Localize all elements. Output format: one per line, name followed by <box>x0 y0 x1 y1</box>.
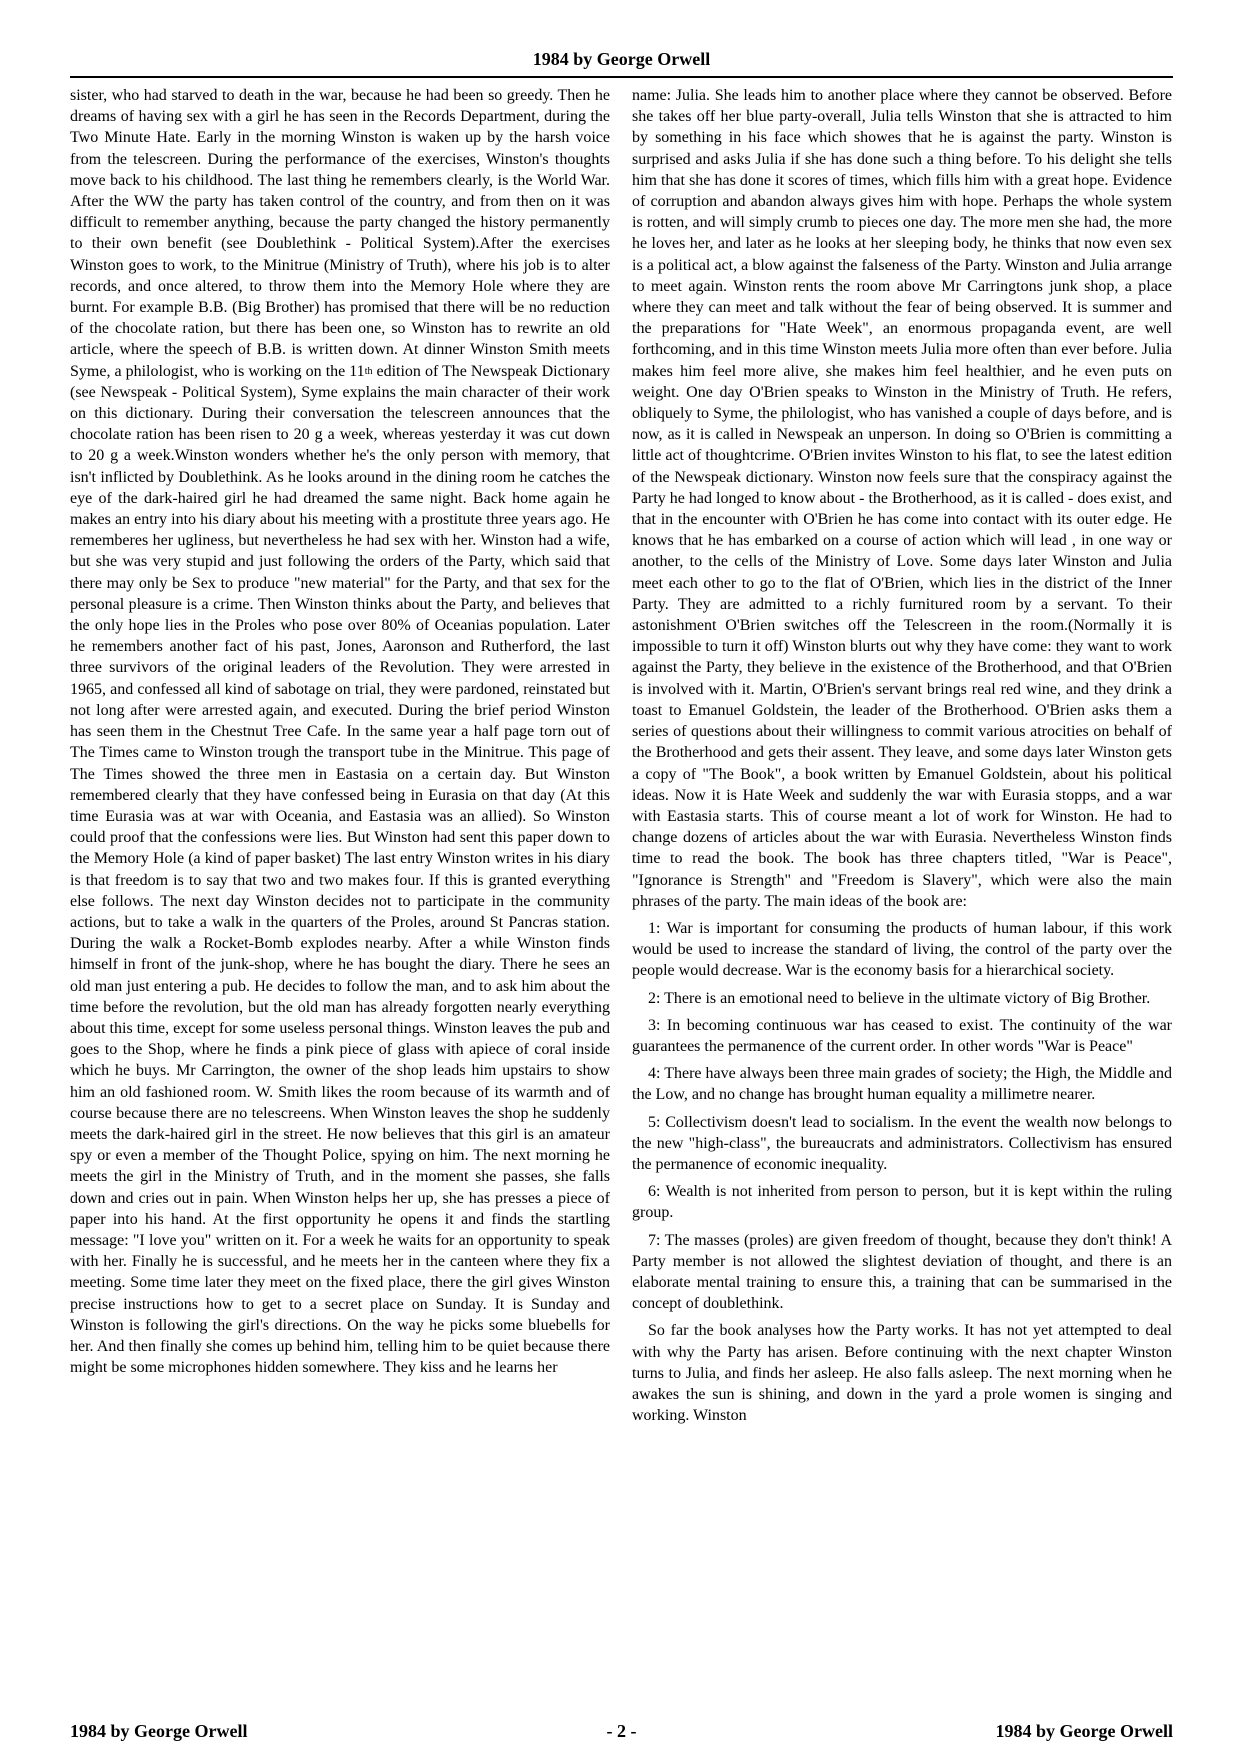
book-idea-6: 6: Wealth is not inherited from person to person, but it is kept within the ruling group. <box>632 1183 1172 1222</box>
page-number: - 2 - <box>606 1721 637 1741</box>
page-header: 1984 by George Orwell <box>532 49 711 69</box>
left-paragraph <box>70 85 610 1378</box>
book-idea-4: 4: There have always been three main grades of society; the High, the Middle and the Low, and no change has brought human equality a millimetre nearer. <box>632 1065 1172 1104</box>
page-footer <box>70 1720 1173 1742</box>
header-rule <box>70 76 1173 78</box>
book-idea-5: 5: Collectivism doesn't lead to socialism. In the event the wealth now belongs to the new "high-class", the bureaucrats and administrators. Collectivism has ensured the permanence of economic inequality. <box>632 1113 1172 1173</box>
book-idea-1: 1: War is important for consuming the products of human labour, if this work would be used to increase the standard of living, the control of the party over the people would decrease. War is the economy basis for a hierarchical society. <box>632 919 1172 980</box>
book-idea-2: 2: There is an emotional need to believe in the ultimate victory of Big Brother. <box>648 989 1151 1007</box>
closing-paragraph: So far the book analyses how the Party works. It has not yet attempted to deal with why the Party has arisen. Before continuing with the next chapter Winston turns to Julia, and finds her asleep. He also falls asleep. The next morning when he awakes the sun is shining, and down in the yard a prole women is singing and working. Winston <box>632 1322 1172 1425</box>
right-paragraph: name: Julia. She leads him to another place where they cannot be observed. Before she takes off her blue party-overall, Julia tells Winston that she is attracted to him by something in his face which showes that he is against the party. Winston is surprised and asks Julia if she has done such a thing before. To his delight she tells him that she has done it scores of times, which fills him with a great hope. Evidence of corruption and abandon always gives him with hope. Perhaps the whole system is rotten, and will simply crumb to pieces one day. The more men she had, the more he loves her, and later as he looks at her sleeping body, he thinks that now even sex is a political act, a blow against the falseness of the Party. Winston and Julia arrange to meet again. Winston rents the room above Mr Carringtons junk shop, a place where they can meet and talk without the fear of being observed. It is summer and the preparations for "Hate Week", an enormous propaganda event, are well forthcoming, and in this time Winston meets Julia more often than ever before. Julia makes him feel more alive, she makes him feel healthier, and he even puts on weight. One day O'Brien speaks to Winston in the Ministry of Truth. He refers, obliquely to Syme, the philologist, who has vanished a couple of days before, and is now, as it is called in Newspeak an unperson. In doing so O'Brien is committing a little act of thoughtcrime. O'Brien invites Winston to his flat, to see the latest edition of the Newspeak dictionary. Winston now feels sure that the conspiracy against the Party he had longed to know about - the Brotherhood, as it is called - does exist, and that in the encounter with O'Brien he has come into contact with its outer edge. He knows that he has embarked on a course of action which will lead , in one way or another, to the cells of the Ministry of Love. Some days later Winston and Julia meet each other to go to the flat of O'Brien, which lies in the district of the Inner Party. They are admitted to a richly furnitured room by a servant. To their astonishment O'Brien switches off the Telescreen in the room.(Normally it is impossible to turn it off) Winston blurts out why they have come: they want to work against the Party, they believe in the existence of the Brotherhood, and that O'Brien is involved with it. Martin, O'Brien's servant brings real red wine, and they drink a toast to Emanuel Goldstein, the leader of the Brotherhood. O'Brien asks them a series of questions about their willingness to commit various atrocities on behalf of the Brotherhood and gets their assent. They leave, and some days later Winston gets a copy of "The Book", a book written by Emanuel Goldstein, about his political ideas. Now it is Hate Week and suddenly the war with Eurasia stopps, and a war with Eastasia starts. This of course meant a lot of work for Winston. He had to change dozens of articles about the war with Eurasia. Nevertheless Winston finds time to read the book. The book has three chapters titled, "War is Peace", "Ignorance is Strength" and "Freedom is Slavery", which were also the main phrases of the party. The main ideas of the book are: <box>632 87 1172 910</box>
footer-right-title: 1984 by George Orwell <box>995 1721 1173 1741</box>
left-text-a: sister, who had starved to death in the war, because he had been so greedy. Then he dreams of having sex with a girl he has seen in the Records Department, during the Two Minute Hate. Early in the morning Winston is waken up by the harsh voice from the telescreen. During the performance of the exercises, Winston's thoughts move back to his childhood. The last thing he remembers clearly, is the World War. After the WW the party has taken control of the country, and from then on it was difficult to remember anything, because the party changed the history permanently to their own benefit (see Doublethink - Political System).After the exercises Winston goes to work, to the Minitrue (Ministry of Truth), where his job is to alter records, and once altered, to throw them into the Memory Hole where they are burnt. For example B.B. (Big Brother) has promised that there will be no reduction of the chocolate ration, but there has been one, so Winston has to rewrite an old article, where the speech of B.B. is written down. At dinner Winston Smith meets Syme, a philologist, who is working on the 11 <box>70 87 610 380</box>
right-column <box>632 85 1172 1690</box>
footer-left-title: 1984 by George Orwell <box>70 1721 248 1741</box>
book-idea-3: 3: In becoming continuous war has ceased to exist. The continuity of the war guarantees the permanence of the current order. In other words "War is Peace" <box>632 1016 1172 1055</box>
ordinal-suffix: th <box>364 365 373 377</box>
book-idea-7: 7: The masses (proles) are given freedom of thought, because they don't think! A Party member is not allowed the slightest deviation of thought, and there is an elaborate mental training to ensure this, a training that can be summarised in the concept of doublethink. <box>632 1231 1172 1313</box>
left-text-b: edition of The Newspeak Dictionary (see Newspeak - Political System), Syme explains the main character of their work on this dictionary. During their conversation the telescreen announces that the chocolate ration has been risen to 20 g a week, whereas yesterday it was cut down to 20 g a week.Winston wonders whether he's the only person with memory, that isn't inflicted by Doublethink. As he looks around in the dining room he catches the eye of the dark-haired girl he had dreamed the same night. Back home again he makes an entry into his diary about his meeting with a prostitute three years ago. He rememberes her ugliness, but nevertheless he had sex with her. Winston had a wife, but she was very stupid and just following the orders of the Party, which said that there may only be Sex to produce "new material" for the Party, and that sex for the personal pleasure is a crime. Then Winston thinks about the Party, and believes that the only hope lies in the Proles who pose over 80% of Oceanias population. Later he remembers another fact of his past, Jones, Aaronson and Rutherford, the last three survivors of the original leaders of the Revolution. They were arrested in 1965, and confessed all kind of sabotage on trial, they were pardoned, reinstated but not long after were arrested again, and executed. During the brief period Winston has seen them in the Chestnut Tree Cafe. In the same year a half page torn out of The Times came to Winston trough the transport tube in the Minitrue. This page of The Times showed the three men in Eastasia on a certain day. But Winston remembered clearly that they have confessed being in Eurasia on that day (At this time Eurasia was at war with Oceania, and Eastasia was an allied). So Winston could proof that the confessions were lies. But Winston had sent this paper down to the Memory Hole (a kind of paper basket) The last entry Winston writes in his diary is that freedom is to say that two and two makes four. If this is granted everything else follows. The next day Winston decides not to participate in the community actions, but to take a walk in the quarters of the Proles, around St Pancras station. During the walk a Rocket-Bomb explodes nearby. After a while Winston finds himself in front of the junk-shop, where he has bought the diary. There he sees an old man just entering a pub. He decides to follow the man, and to ask him about the time before the revolution, but the old man has already forgotten nearly everything about this time, except for some useless personal things. Winston leaves the pub and goes to the Shop, where he finds a pink piece of glass with apiece of coral inside which he buys. Mr Carrington, the owner of the shop leads him upstairs to show him an old fashioned room. W. Smith likes the room because of its warmth and of course because there are no telescreens. When Winston leaves the shop he suddenly meets the dark-haired girl in the street. He now believes that this girl is an amateur spy or even a member of the Thought Police, spying on him. The next morning he meets the girl in the Ministry of Truth, and in the moment she passes, she falls down and cries out in pain. When Winston helps her up, she has presses a piece of paper into his hand. At the first opportunity he opens it and finds the startling message: "I love you" written on it. For a week he waits for an opportunity to speak with her. Finally he is successful, and he meets her in the canteen where they fix a meeting. Some time later they meet on the fixed place, there the girl gives Winston precise instructions how to get to a secret place on Sunday. It is Sunday and Winston is following the girl's directions. On the way he picks some bluebells for her. And then finally she comes up behind him, telling him to be quiet because there might be some microphones hidden somewhere. They kiss and he learns her <box>70 362 610 1377</box>
left-column <box>70 85 610 1690</box>
